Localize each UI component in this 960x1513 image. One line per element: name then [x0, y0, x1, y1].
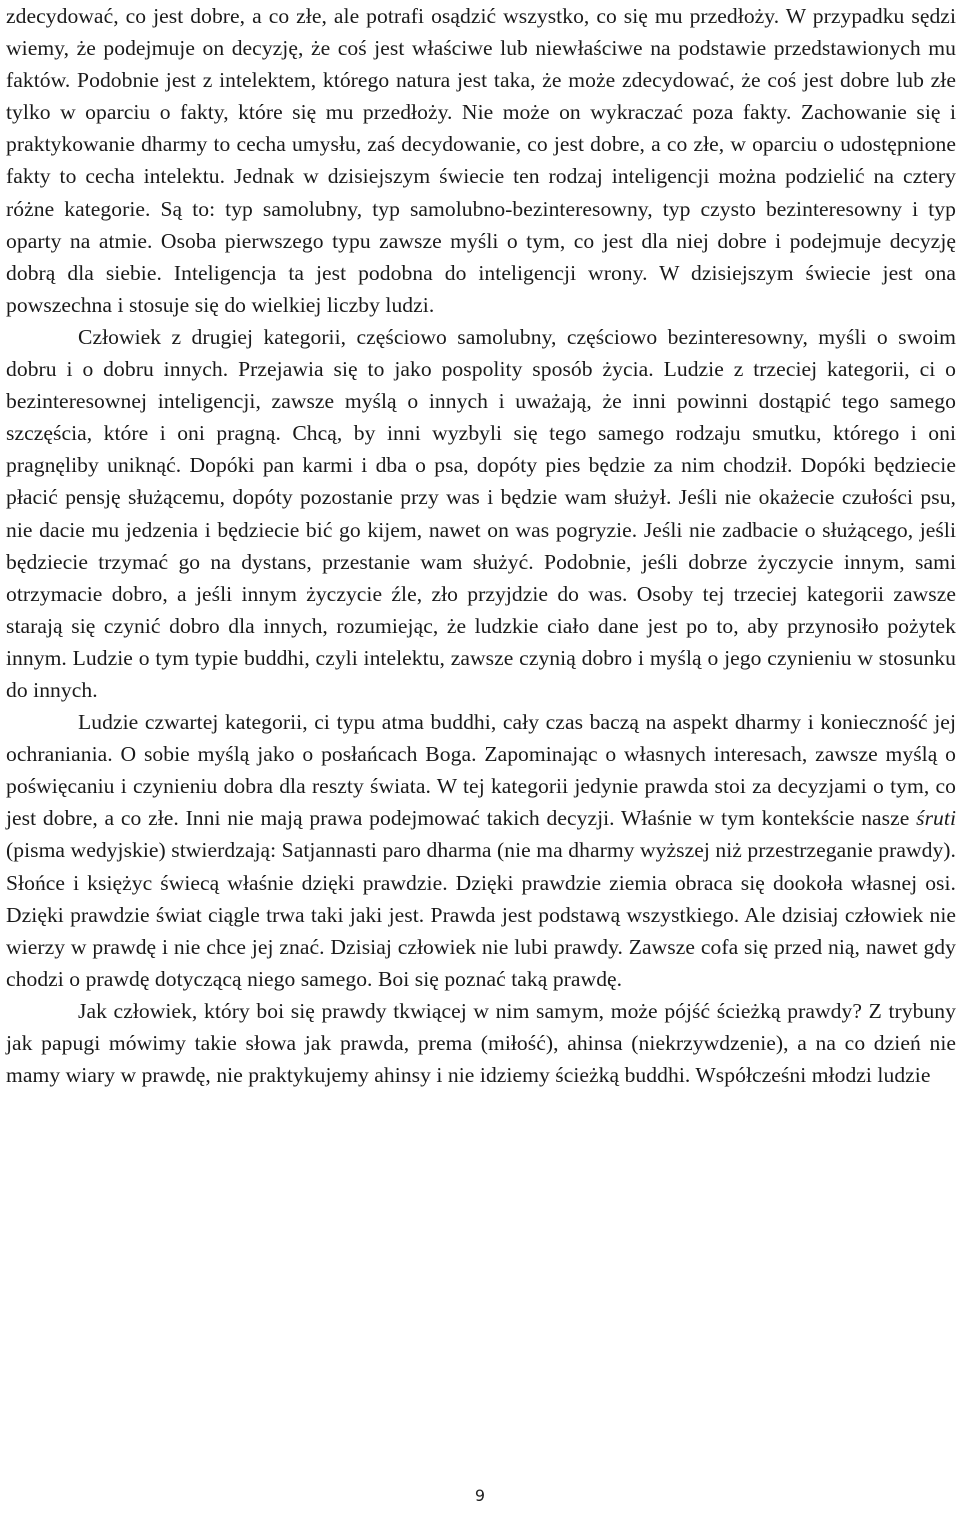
paragraph-1-text: zdecydować, co jest dobre, a co złe, ale potrafi osądzić wszystko, co się mu przedłoży. W przypadku sędzi wiemy, że podejmuje on decyzję, że coś jest właściwe lub niewłaściwe na podstawie przedstawionych mu faktów. Podobnie jest z intelektem, którego natura jest taka, że może zdecydować, że coś jest dobre lub złe tylko w oparciu o fakty, które się mu przedłoży. Nie może on wykraczać poza fakty. Zachowanie się i praktykowanie dharmy to cecha umysłu, zaś decydowanie, co jest dobre, a co złe, w oparciu o udostępnione fakty to cecha intelektu. Jednak w dzisiejszym świecie ten rodzaj inteligencji można podzielić na cztery różne kategorie. Są to: typ samolubny, typ samolubno-bezinteresowny, typ czysto bezinteresowny i typ oparty na atmie. Osoba pierwszego typu zawsze myśli o tym, co jest dla niej dobre i podejmuje decyzję dobrą dla siebie. Inteligencja ta jest podobna do inteligencji wrony. W dzisiejszym świecie jest ona powszechna i stosuje się do wielkiej liczby ludzi.	[6, 4, 956, 317]
paragraph-2-text: Człowiek z drugiej kategorii, częściowo samolubny, częściowo bezinteresowny, myśli o swoim dobru i o dobru innych. Przejawia się to jako pospolity sposób życia. Ludzie z trzeciej kategorii, ci o bezinteresownej inteligencji, zawsze myślą o innych i uważają, że inni powinni dostąpić tego samego szczęścia, które i oni pragną. Chcą, by inni wyzbyli się tego samego rodzaju smutku, którego i oni pragnęliby uniknąć. Dopóki pan karmi i dba o psa, dopóty pies będzie za nim chodził. Dopóki będziecie płacić pensję służącemu, dopóty pozostanie przy was i będzie wam służył. Jeśli nie okażecie czułości psu, nie dacie mu jedzenia i będziecie bić go kijem, nawet on was pogryzie. Jeśli nie zadbacie o służącego, jeśli będziecie trzymać go na dystans, przestanie wam służyć. Podobnie, jeśli dobrze życzycie innym, sami otrzymacie dobro, a jeśli innym życzycie źle, zło przyjdzie do was. Osoby tej trzeciej kategorii zawsze starają się czynić dobro dla innych, rozumiejąc, że ludzkie ciało dane jest po to, aby przynosiło pożytek innym. Ludzie o tym typie buddhi, czyli intelektu, zawsze czynią dobro i myślą o jego czynieniu w stosunku do innych.	[6, 324, 956, 702]
paragraph-3	[6, 706, 956, 995]
paragraph-3-text-a: Ludzie czwartej kategorii, ci typu atma buddhi, cały czas baczą na aspekt dharmy i konieczność jej ochraniania. O sobie myślą jako o posłańcach Boga. Zapominając o własnych interesach, zawsze myślą o poświęcaniu i czynieniu dobra dla reszty świata. W tej kategorii jedynie prawda stoi za decyzjami o tym, co jest dobre, a co złe. Inni nie mają prawa podejmować takich decyzji. Właśnie w tym kontekście nasze	[6, 710, 956, 831]
paragraph-3-text-b: (pisma wedyjskie) stwierdzają: Satjannasti paro dharma (nie ma dharmy wyższej niż przestrzeganie prawdy). Słońce i księżyc świecą właśnie dzięki prawdzie. Dzięki prawdzie ziemia obraca się dookoła własnej osi. Dzięki prawdzie świat ciągle trwa taki jaki jest. Prawda jest podstawą wszystkiego. Ale dzisiaj człowiek nie wierzy w prawdę i nie chce jej znać. Dzisiaj człowiek nie lubi prawdy. Zawsze cofa się przed nią, nawet gdy chodzi o prawdę dotyczącą niego samego. Boi się poznać taką prawdę.	[6, 838, 956, 991]
body-text	[6, 0, 956, 1091]
sruti-term: śruti	[916, 806, 956, 831]
paragraph-4-text: Jak człowiek, który boi się prawdy tkwiącej w nim samym, może pójść ścieżką prawdy? Z trybuny jak papugi mówimy takie słowa jak prawda, prema (miłość), ahinsa (niekrzywdzenie), a na co dzień nie mamy wiary w prawdę, nie praktykujemy ahinsy i nie idziemy ścieżką buddhi. Współcześni młodzi ludzie	[6, 998, 956, 1088]
page-number: 9	[474, 1486, 486, 1505]
paragraph-1	[6, 0, 956, 321]
paragraph-2	[6, 321, 956, 706]
paragraph-4	[6, 995, 956, 1091]
